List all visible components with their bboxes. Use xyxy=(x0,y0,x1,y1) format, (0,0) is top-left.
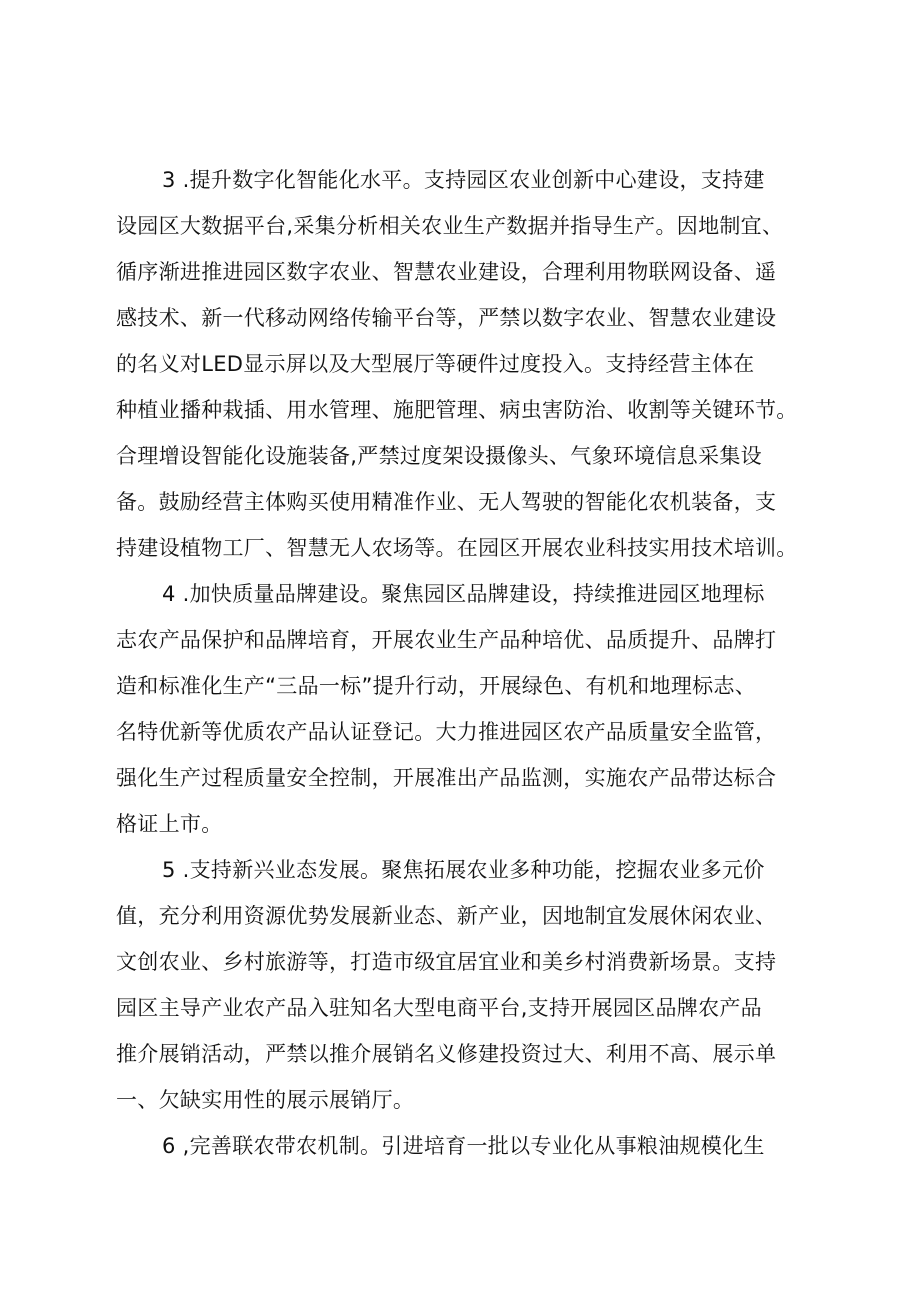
text-line: 值，充分利用资源优势发展新业态、新产业，因地制宜发展休闲农业、 xyxy=(116,904,777,928)
text-line: 格证上市。 xyxy=(116,812,223,836)
text-line: 持建设植物工厂、智慧无人农场等。在园区开展农业科技实用技术培训。 xyxy=(116,536,798,560)
text-line: 一、欠缺实用性的展示展销厅。 xyxy=(116,1088,415,1112)
text-line: 5 .支持新兴业态发展。聚焦拓展农业多种功能，挖掘农业多元价 xyxy=(162,858,765,882)
text-line: 3 .提升数字化智能化水平。支持园区农业创新中心建设，支持建 xyxy=(162,168,765,192)
text-line: 种植业播种栽插、用水管理、施肥管理、病虫害防治、收割等关键环节。 xyxy=(116,398,798,422)
text-line: 备。鼓励经营主体购买使用精准作业、无人驾驶的智能化农机装备，支 xyxy=(116,490,777,514)
text-line: 园区主导产业农产品入驻知名大型电商平台,支持开展园区品牌农产品 xyxy=(116,996,762,1020)
text-line: 名特优新等优质农产品认证登记。大力推进园区农产品质量安全监管， xyxy=(116,720,777,744)
text-line: 强化生产过程质量安全控制，开展准出产品监测，实施农产品带达标合 xyxy=(116,766,777,790)
text-line: 6 ,完善联农带农机制。引进培育一批以专业化从事粮油规模化生 xyxy=(162,1134,765,1158)
text-line: 的名义对LED显示屏以及大型展厅等硬件过度投入。支持经营主体在 xyxy=(116,352,755,376)
text-line: 感技术、新一代移动网络传输平台等，严禁以数字农业、智慧农业建设 xyxy=(116,306,777,330)
text-line: 推介展销活动，严禁以推介展销名义修建投资过大、利用不高、展示单 xyxy=(116,1042,777,1066)
document-body xyxy=(116,157,830,1169)
text-line: 合理增设智能化设施装备,严禁过度架设摄像头、气象环境信息采集设 xyxy=(116,444,762,468)
text-line: 志农产品保护和品牌培育，开展农业生产品种培优、品质提升、品牌打 xyxy=(116,628,777,652)
text-line: 文创农业、乡村旅游等，打造市级宜居宜业和美乡村消费新场景。支持 xyxy=(116,950,777,974)
text-line: 设园区大数据平台,采集分析相关农业生产数据并指导生产。因地制宜、 xyxy=(116,214,784,238)
text-line: 4 .加快质量品牌建设。聚焦园区品牌建设，持续推进园区地理标 xyxy=(162,582,765,606)
text-line: 循序渐进推进园区数字农业、智慧农业建设，合理利用物联网设备、遥 xyxy=(116,260,777,284)
text-line: 造和标准化生产“三品一标”提升行动，开展绿色、有机和地理标志、 xyxy=(116,674,757,698)
